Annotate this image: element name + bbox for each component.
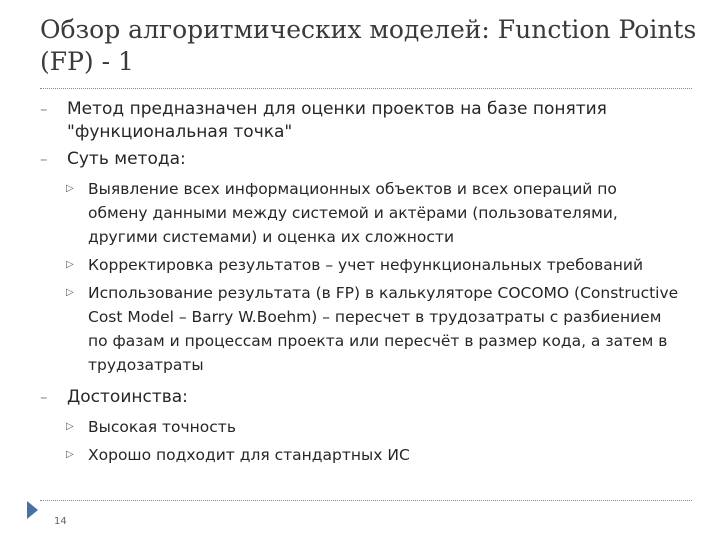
triangle-bullet-icon: ▷	[66, 449, 74, 460]
triangle-bullet-icon: ▷	[66, 259, 74, 270]
sub-list-essence	[40, 177, 680, 377]
triangle-bullet-icon: ▷	[66, 287, 74, 298]
sub-bullet-standard-is	[40, 443, 680, 467]
triangle-bullet-icon: ▷	[66, 421, 74, 432]
sub-bullet-text: Выявление всех информационных объектов и всех операций по обмену данными между системой и актёрами (пользователями, другими системами) и оценка их сложности	[88, 180, 618, 246]
bullet-method-purpose	[40, 98, 680, 144]
sub-bullet-cocomo	[40, 281, 680, 377]
sub-bullet-identify-objects	[40, 177, 680, 249]
slide-content	[40, 98, 680, 471]
dash-bullet-icon: –	[40, 150, 48, 168]
bullet-advantages	[40, 386, 680, 409]
triangle-bullet-icon: ▷	[66, 183, 74, 194]
bullet-text: Достоинства:	[67, 387, 188, 407]
sub-bullet-text: Использование результата (в FP) в калькуляторе COCOMO (Constructive Cost Model – Barry W.Boehm) – пересчет в трудозатраты с разбиением по фазам и процессам проекта или пересчёт в размер кода, а затем в трудозатраты	[88, 284, 679, 374]
page-number: 14	[54, 516, 67, 527]
footer-triangle-icon	[27, 501, 38, 519]
dash-bullet-icon: –	[40, 100, 48, 118]
sub-list-advantages	[40, 415, 680, 467]
sub-bullet-adjust-results	[40, 253, 680, 277]
sub-bullet-text: Корректировка результатов – учет нефункциональных требований	[88, 256, 644, 274]
bullet-text: Метод предназначен для оценки проектов на базе понятия "функциональная точка"	[67, 99, 607, 142]
title-divider	[40, 88, 692, 89]
footer-divider	[40, 500, 692, 501]
slide-title: Обзор алгоритмических моделей: Function Points (FP) - 1	[40, 15, 697, 76]
sub-bullet-text: Хорошо подходит для стандартных ИС	[88, 446, 410, 464]
dash-bullet-icon: –	[40, 388, 48, 406]
bullet-method-essence	[40, 148, 680, 171]
sub-bullet-high-accuracy	[40, 415, 680, 439]
sub-bullet-text: Высокая точность	[88, 418, 236, 436]
bullet-text: Суть метода:	[67, 149, 186, 169]
